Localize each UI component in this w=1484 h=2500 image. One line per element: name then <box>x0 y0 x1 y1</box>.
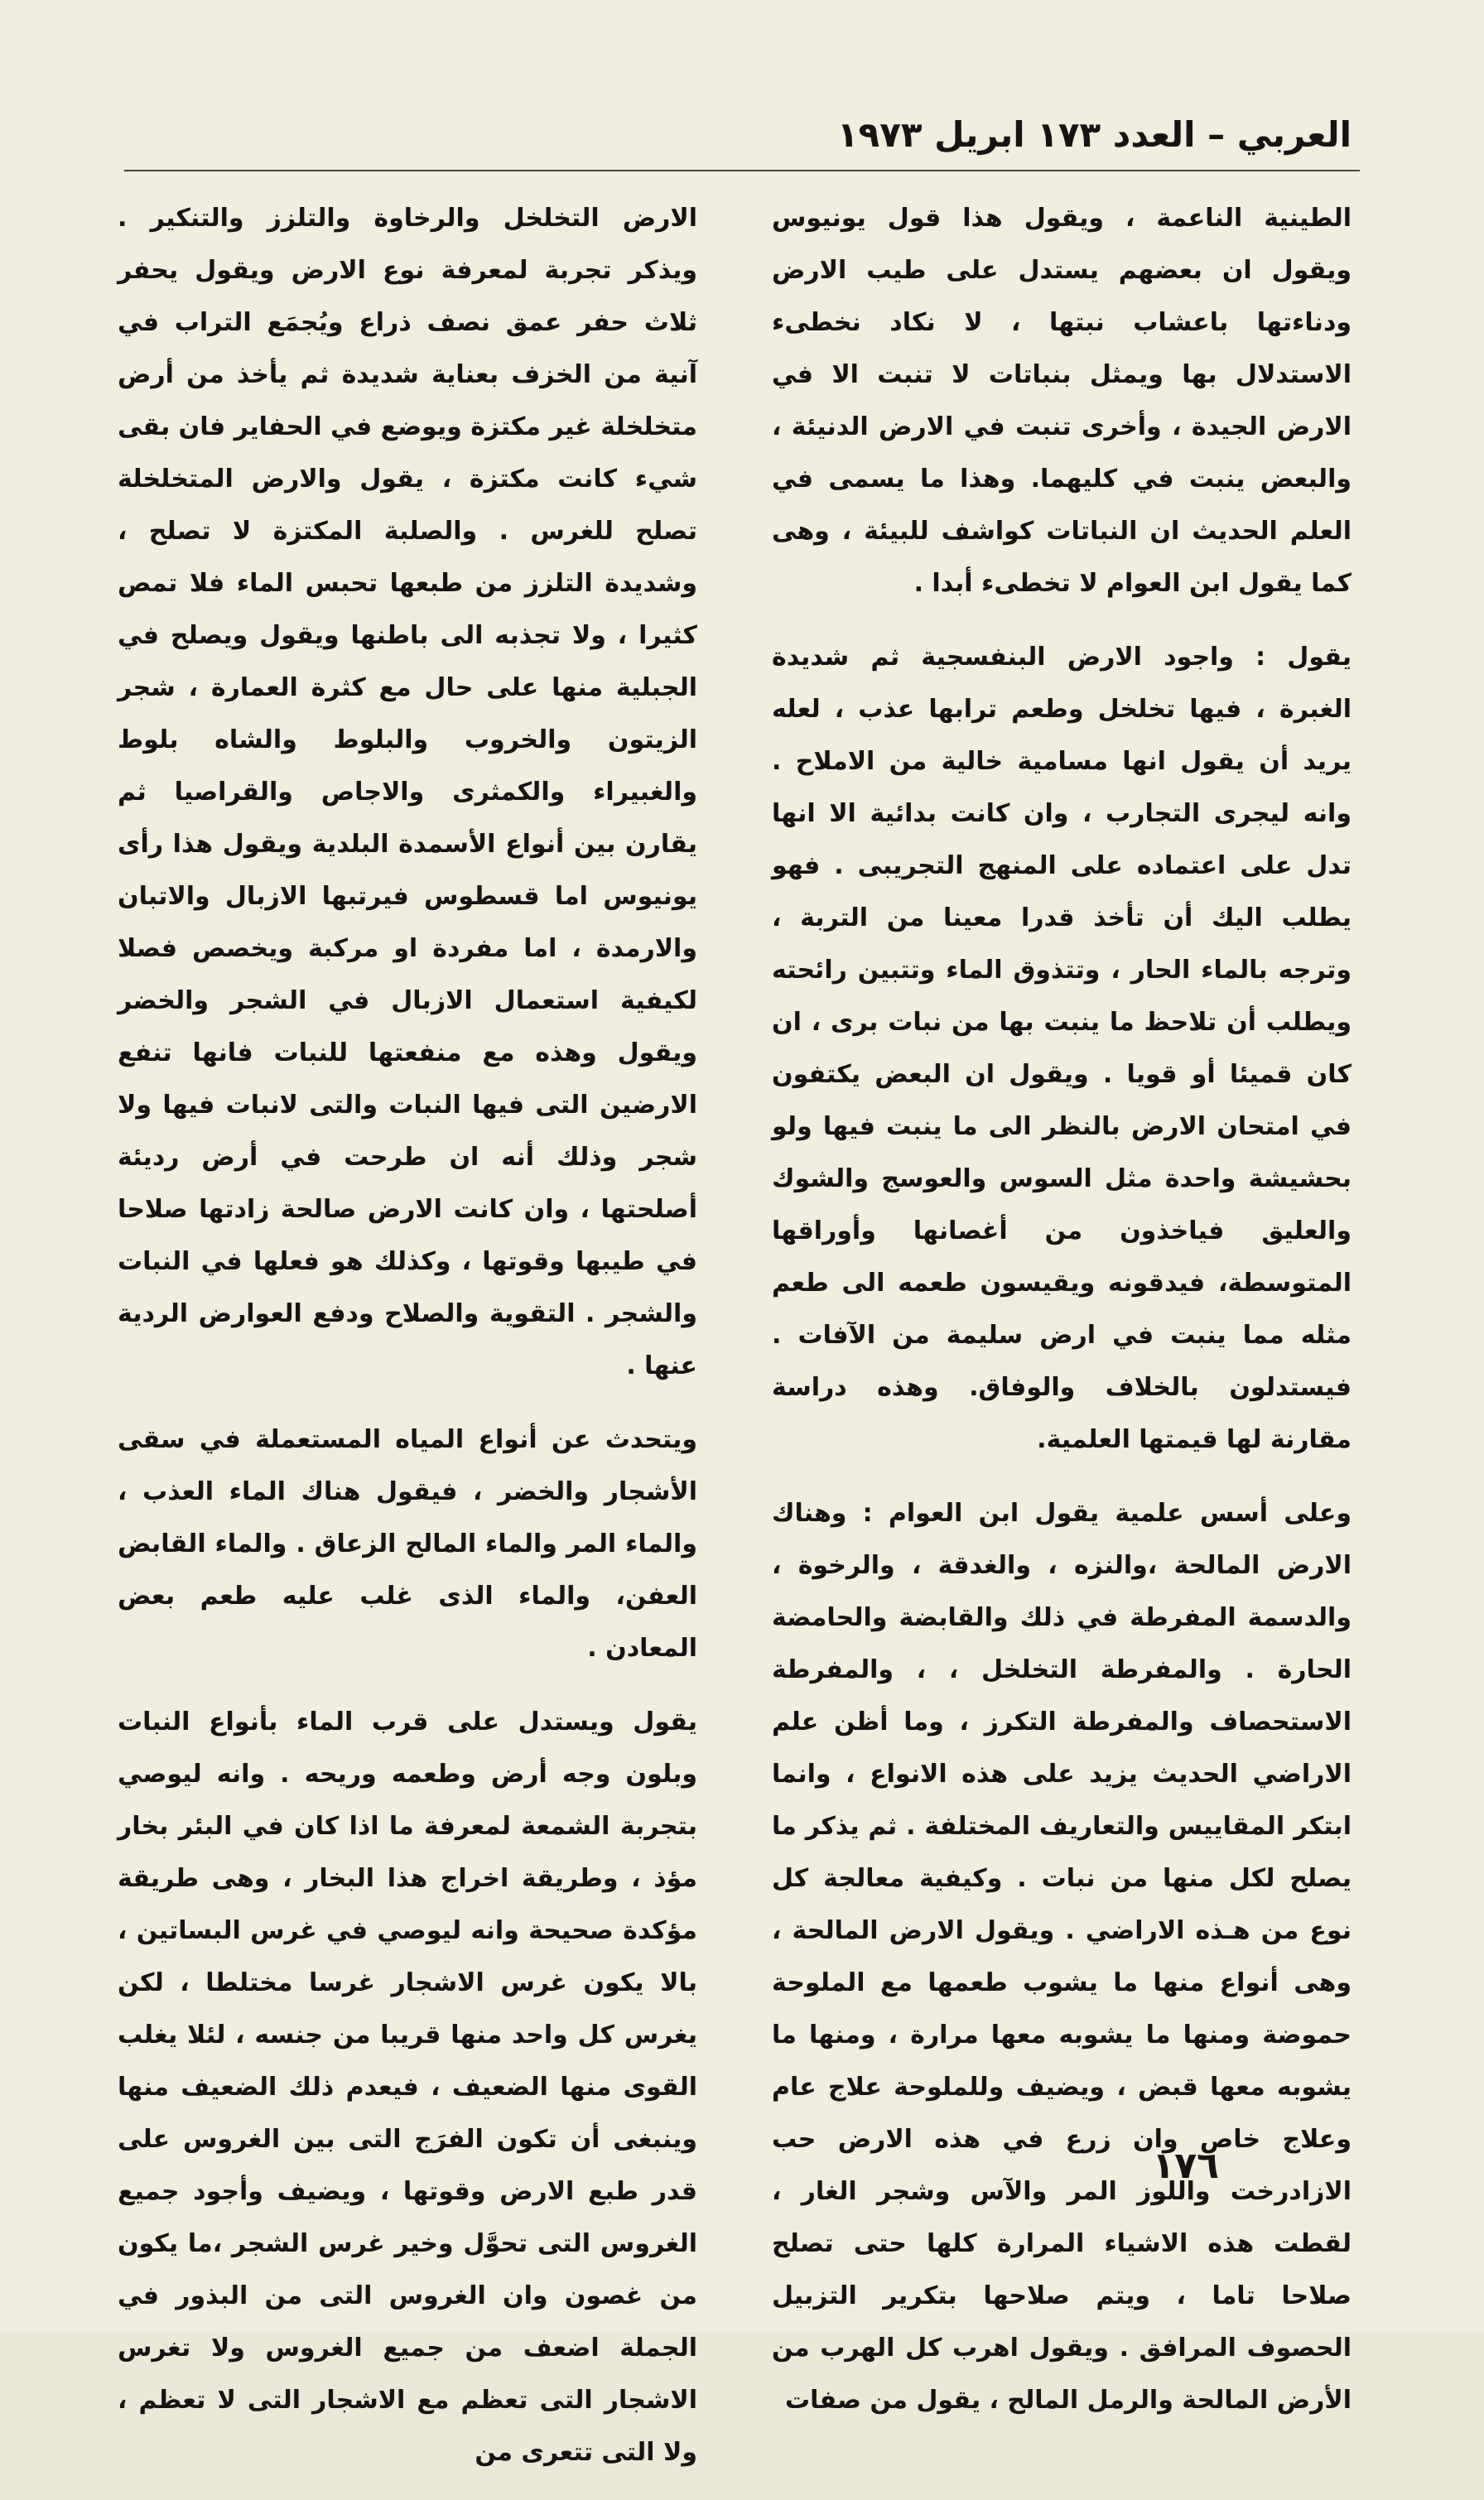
paragraph: ويتحدث عن أنواع المياه المستعملة في سقى الأشجار والخضر ، فيقول هناك الماء العذب ، والماء المر والماء المالح الزعاق . والماء القابض العفن، والماء الذى غلب عليه طعم بعض المعادن . <box>118 1425 697 1663</box>
paragraph: يقول ويستدل على قرب الماء بأنواع النبات وبلون وجه أرض وطعمه وريحه . وانه ليوصي بتجربة الشمعة لمعرفة ما اذا كان في البئر بخار مؤذ ، وطريقة اخراج هذا البخار ، وهى طريقة مؤكدة صحيحة وانه ليوصي في غرس البساتين ، بالا يكون غرس الاشجار غرسا مختلطا ، لكن يغرس كل واحد منها قريبا من جنسه ، لئلا يغلب القوى منها الضعيف ، فيعدم ذلك الضعيف منها وينبغى أن تكون الفرَج التى بين الغروس على قدر طبع الارض وقوتها ، ويضيف وأجود جميع الغروس التى تحوَّل وخير غرس الشجر ،ما يكون من غصون وان الغروس التى من البذور في الجملة اضعف من جميع الغروس ولا تغرس الاشجار التى تعظم مع الاشجار التى لا تعظم ، ولا التى تتعرى من <box>118 1708 697 2467</box>
header-divider <box>124 170 1360 171</box>
page-number: ١٧٦ <box>1152 2145 1219 2187</box>
paragraph: يقول : واجود الارض البنفسجية ثم شديدة الغبرة ، فيها تخلخل وطعم ترابها عذب ، لعله يريد أن يقول انها مسامية خالية من الاملاح . وانه ليجرى التجارب ، وان كانت بدائية الا انها تدل على اعتماده على المنهج التجريبى . فهو يطلب اليك أن تأخذ قدرا معينا من التربة ، وترجه بالماء الحار ، وتتذوق الماء وتتبين رائحته ويطلب أن تلاحظ ما ينبت بها من نبات برى ، ان كان قميئا أو قويا . ويقول ان البعض يكتفون في امتحان الارض بالنظر الى ما ينبت فيها ولو بحشيشة واحدة مثل السوس والعوسج والشوك والعليق فياخذون من أغصانها وأوراقها المتوسطة، فيدقونه ويقيسون طعمه الى طعم مثله مما ينبت في ارض سليمة من الآفات . فيستدلون بالخلاف والوفاق. وهذه دراسة مقارنة لها قيمتها العلمية. <box>772 643 1352 1454</box>
column-left <box>118 192 697 2500</box>
paragraph: وعلى أسس علمية يقول ابن العوام : وهناك الارض المالحة ،والنزه ، والغدقة ، والرخوة ، والدسمة المفرطة في ذلك والقابضة والحامضة الحارة . والمفرطة التخلخل ، ، والمفرطة الاستحصاف والمفرطة التكرز ، وما أظن علم الاراضي الحديث يزيد على هذه الانواع ، وانما ابتكر المقاييس والتعاريف المختلفة . ثم يذكر ما يصلح لكل منها من نبات . وكيفية معالجة كل نوع من هـذه الاراضي . ويقول الارض المالحة ، وهى أنواع منها ما يشوب طعمها مع الملوحة حموضة ومنها ما يشوبه معها مرارة ، ومنها ما يشوبه معها قبض ، ويضيف وللملوحة علاج عام وعلاج خاص وان زرع في هذه الارض حب الازادرخت واللوز المر والآس وشجر الغار ، لقطت هذه الاشياء المرارة كلها حتى تصلح صلاحا تاما ، ويتم صلاحها بتكرير التزبيل الحصوف المرافق . ويقول اهرب كل الهرب من الأرض المالحة والرمل المالح ، يقول من صفات <box>772 1499 1352 2415</box>
column-right <box>772 192 1352 2448</box>
paragraph: الارض التخلخل والرخاوة والتلزز والتنكير . ويذكر تجربة لمعرفة نوع الارض ويقول يحفر ثلاث حفر عمق نصف ذراع ويُجمَع التراب في آنية من الخزف بعناية شديدة ثم يأخذ من أرض متخلخلة غير مكتزة ويوضع في الحفاير فان بقى شيء كانت مكتزة ، يقول والارض المتخلخلة تصلح للغرس . والصلبة المكتزة لا تصلح ، وشديدة التلزز من طبعها تحبس الماء فلا تمص كثيرا ، ولا تجذبه الى باطنها ويقول ويصلح في الجبلية منها على حال مع كثرة العمارة ، شجر الزيتون والخروب والبلوط والشاه بلوط والغبيراء والكمثرى والاجاص والقراصيا ثم يقارن بين أنواع الأسمدة البلدية ويقول هذا رأى يونيوس اما قسطوس فيرتبها الازبال والاتبان والارمدة ، اما مفردة او مركبة ويخصص فصلا لكيفية استعمال الازبال في الشجر والخضر ويقول وهذه مع منفعتها للنبات فانها تنفع الارضين التى فيها النبات والتى لانبات فيها ولا شجر وذلك أنه ان طرحت في أرض رديئة أصلحتها ، وان كانت الارض صالحة زادتها صلاحا في طيبها وقوتها ، وكذلك هو فعلها في النبات والشجر . التقوية والصلاح ودفع العوارض الردية عنها . <box>118 204 697 1380</box>
running-header: العربي – العدد ١٧٣ ابريل ١٩٧٣ <box>836 114 1352 155</box>
paragraph: الطينية الناعمة ، ويقول هذا قول يونيوس ويقول ان بعضهم يستدل على طيب الارض ودناءتها باعشاب نبتها ، لا نكاد نخطىء الاستدلال بها ويمثل بنباتات لا تنبت الا في الارض الجيدة ، وأخرى تنبت في الارض الدنيئة ، والبعض ينبت في كليهما. وهذا ما يسمى في العلم الحديث ان النباتات كواشف للبيئة ، وهى كما يقول ابن العوام لا تخطىء أبدا . <box>772 204 1352 598</box>
